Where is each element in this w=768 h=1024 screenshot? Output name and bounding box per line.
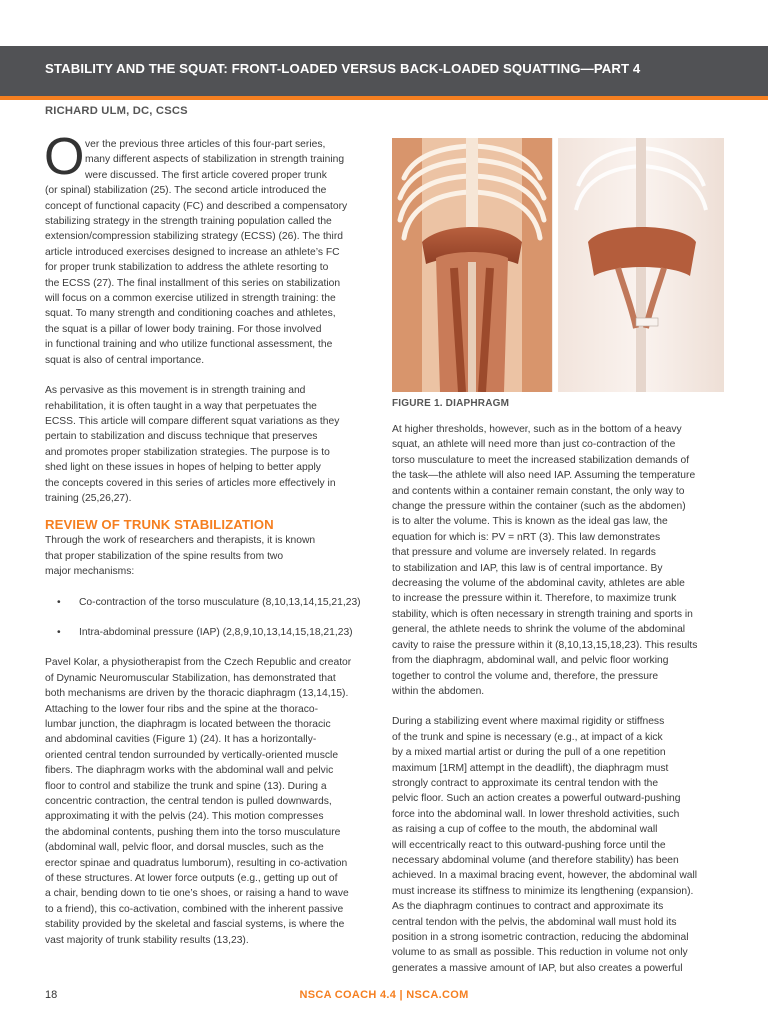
text-line: Pavel Kolar, a physiotherapist from the Czech Republic and creator <box>45 657 352 669</box>
header-bar <box>0 46 768 96</box>
text-line: maximum [1RM] attempt in the deadlift), the diaphragm must <box>392 762 669 774</box>
text-line: rehabilitation, it is often taught in a way that perpetuates the <box>45 400 317 412</box>
mechanism-list <box>45 595 377 641</box>
bracing-paragraph <box>392 714 724 976</box>
text-line: oriented central tendon surrounded by vertically-oriented muscle <box>45 749 339 761</box>
text-line: stabilizing strategy in the strength training population called the <box>45 216 332 228</box>
text-line: must increase its stiffness to minimize its lengthening (expansion). <box>392 885 694 897</box>
text-line: of these structures. At lower force outputs (e.g., getting up out of <box>45 873 338 885</box>
text-line: for proper trunk stabilization to address the athlete resorting to <box>45 262 329 274</box>
text-line: concentric contraction, the central tendon is pulled downwards, <box>45 796 332 808</box>
text-line: a chair, bending down to tie one’s shoes, or raising a hand to wave <box>45 888 349 900</box>
text-line: to a friend), this co-activation, combined with the inherent passive <box>45 903 344 915</box>
text-line: that pressure and volume are inversely related. In regards <box>392 547 656 559</box>
text-line: stability, which is often necessary in strength training and sports in <box>392 608 693 620</box>
text-line: by a mixed martial artist or during the pull of a one repetition <box>392 747 666 759</box>
kolar-paragraph <box>45 655 377 948</box>
text-line: the abdominal contents, pushing them into the torso musculature <box>45 826 341 838</box>
publication-footer: NSCA COACH 4.4 | NSCA.COM <box>299 989 469 1001</box>
text-line: As the diaphragm continues to contract and approximate its <box>392 901 664 913</box>
text-line: volume to as small as possible. This reduction in volume not only <box>392 947 688 959</box>
author-byline: RICHARD ULM, DC, CSCS <box>45 105 188 117</box>
section-intro-paragraph <box>45 533 377 579</box>
text-line: general, the athlete needs to shrink the volume of the abdominal <box>392 624 686 636</box>
pervasive-paragraph <box>45 383 377 506</box>
list-item: • Co-contraction of the torso musculature (8,10,13,14,15,21,23) <box>57 595 377 610</box>
text-line: necessary abdominal volume (and therefore stability) has been <box>392 854 679 866</box>
left-column <box>44 128 377 948</box>
text-line: ver the previous three articles of this four-part series, <box>85 139 326 150</box>
text-line: decreasing the volume of the abdominal cavity, athletes are able <box>392 578 685 590</box>
article-title: STABILITY AND THE SQUAT: FRONT-LOADED VERSUS BACK-LOADED SQUATTING—PART 4 <box>45 61 641 76</box>
text-line: in functional training and who utilize functional assessment, the <box>45 339 333 351</box>
text-line: shed light on these issues in hopes of helping to better apply <box>45 462 321 474</box>
text-line: concept of functional capacity (FC) and described a compensatory <box>45 200 348 212</box>
text-line: (abdominal wall, pelvic floor, and dorsal muscles, such as the <box>45 842 324 854</box>
text-line: Through the work of researchers and therapists, it is known <box>45 535 316 547</box>
text-line: As pervasive as this movement is in strength training and <box>45 385 306 397</box>
diaphragm-illustration <box>392 138 724 392</box>
section-heading: REVIEW OF TRUNK STABILIZATION <box>45 517 274 533</box>
text-line: the concepts covered in this series of articles more effectively in <box>45 477 336 489</box>
text-line: to increase the pressure within it. Therefore, to maximize trunk <box>392 593 677 605</box>
figure-caption: FIGURE 1. DIAPHRAGM <box>392 398 510 409</box>
intro-paragraph <box>44 128 377 368</box>
diaphragm-figure <box>392 138 724 392</box>
text-line: vast majority of trunk stability results (13,23). <box>45 934 249 946</box>
text-line: the ECSS (27). The final installment of this series on stabilization <box>45 277 341 289</box>
text-line: that proper stabilization of the spine results from two <box>45 550 284 562</box>
text-line: extension/compression stabilizing strategy (ECSS) (26). The third <box>45 231 343 243</box>
text-line: within the abdomen. <box>392 685 485 697</box>
text-line: the task—the athlete will also need IAP. Assuming the temperature <box>392 470 696 482</box>
text-line: squat, an athlete will need more than just co-contraction of the <box>392 439 676 451</box>
text-line: achieved. In a maximal bracing event, however, the abdominal wall <box>392 870 698 882</box>
right-column <box>392 422 724 976</box>
intro-text <box>45 137 377 368</box>
text-line: of Dynamic Neuromuscular Stabilization, has demonstrated that <box>45 672 336 684</box>
text-line: major mechanisms: <box>45 566 135 578</box>
text-line: squat is also of central importance. <box>45 354 205 366</box>
text-line: stability provided by the skeletal and fascial systems, is where the <box>45 919 345 931</box>
list-item: • Intra-abdominal pressure (IAP) (2,8,9,10,13,14,15,18,21,23) <box>57 625 377 640</box>
page-number: 18 <box>45 989 58 1001</box>
text-line: from the diaphragm, abdominal wall, and pelvic floor working <box>392 655 669 667</box>
text-line: generates a massive amount of IAP, but also creates a powerful <box>392 962 683 974</box>
text-line: together to control the volume and, therefore, the pressure <box>392 670 659 682</box>
text-line: article introduced exercises designed to increase an athlete’s FC <box>45 246 340 258</box>
text-line: will eccentrically react to this outward-pushing force until the <box>392 839 666 851</box>
text-line: floor to control and stabilize the trunk and spine (13). During a <box>45 780 327 792</box>
text-line: fibers. The diaphragm works with the abdominal wall and pelvic <box>45 765 334 777</box>
accent-divider <box>0 96 768 100</box>
text-line: torso musculature to meet the increased stabilization demands of <box>392 454 690 466</box>
text-line: ECSS. This article will compare different squat variations as they <box>45 415 340 427</box>
text-line: and contents within a container remain constant, the only way to <box>392 485 685 497</box>
text-line: both mechanisms are driven by the thoracic diaphragm (13,14,15). <box>45 688 349 700</box>
text-line: of the trunk and spine is necessary (e.g., at impact of a kick <box>392 731 663 743</box>
text-line: many different aspects of stabilization in strength training <box>85 154 345 166</box>
text-line: were discussed. The first article covered proper trunk <box>85 169 327 181</box>
text-line: erector spinae and quadratus lumborum), resulting in co-activation <box>45 857 348 869</box>
text-line: strongly contract to approximate its central tendon with the <box>392 777 659 789</box>
text-line: central tendon with the pelvis, the abdominal wall must hold its <box>392 916 677 928</box>
text-line: the squat is a pillar of lower body training. For those involved <box>45 323 322 335</box>
text-line: Attaching to the lower four ribs and the spine at the thoraco- <box>45 703 319 715</box>
drop-cap: O <box>44 128 85 186</box>
ideal-gas-paragraph <box>392 422 724 699</box>
text-line: cavity to raise the pressure within it (8,10,13,15,18,23). This results <box>392 639 698 651</box>
text-line: to stabilization and IAP, this law is of central importance. By <box>392 562 663 574</box>
text-line: and promotes proper stabilization strategies. The purpose is to <box>45 446 330 458</box>
text-line: pertain to stabilization and discuss technique that preserves <box>45 431 318 443</box>
text-line: pelvic floor. Such an action creates a powerful outward-pushing <box>392 793 681 805</box>
text-line: During a stabilizing event where maximal rigidity or stiffness <box>392 716 665 728</box>
text-line: approximating it with the pelvis (24). This motion compresses <box>45 811 324 823</box>
text-line: squat. To many strength and conditioning coaches and athletes, <box>45 308 336 320</box>
text-line: is to alter the volume. This is known as the ideal gas law, the <box>392 516 668 528</box>
text-line: training (25,26,27). <box>45 492 132 504</box>
text-line: and abdominal cavities (Figure 1) (24). It has a horizontally- <box>45 734 317 746</box>
text-line: lumbar junction, the diaphragm is located between the thoracic <box>45 719 331 730</box>
text-line: will focus on a common exercise utilized in strength training: the <box>45 293 336 305</box>
text-line: force into the abdominal wall. In lower threshold activities, such <box>392 808 680 820</box>
text-line: At higher thresholds, however, such as in the bottom of a heavy <box>392 424 682 435</box>
text-line: as raising a cup of coffee to the mouth, the abdominal wall <box>392 824 658 836</box>
text-line: position in a strong isometric contraction, reducing the abdominal <box>392 932 689 943</box>
text-line: equation for which is: PV = nRT (3). This law demonstrates <box>392 531 661 543</box>
text-line: (or spinal) stabilization (25). The second article introduced the <box>45 185 327 197</box>
text-line: change the pressure within the container (such as the abdomen) <box>392 501 686 513</box>
